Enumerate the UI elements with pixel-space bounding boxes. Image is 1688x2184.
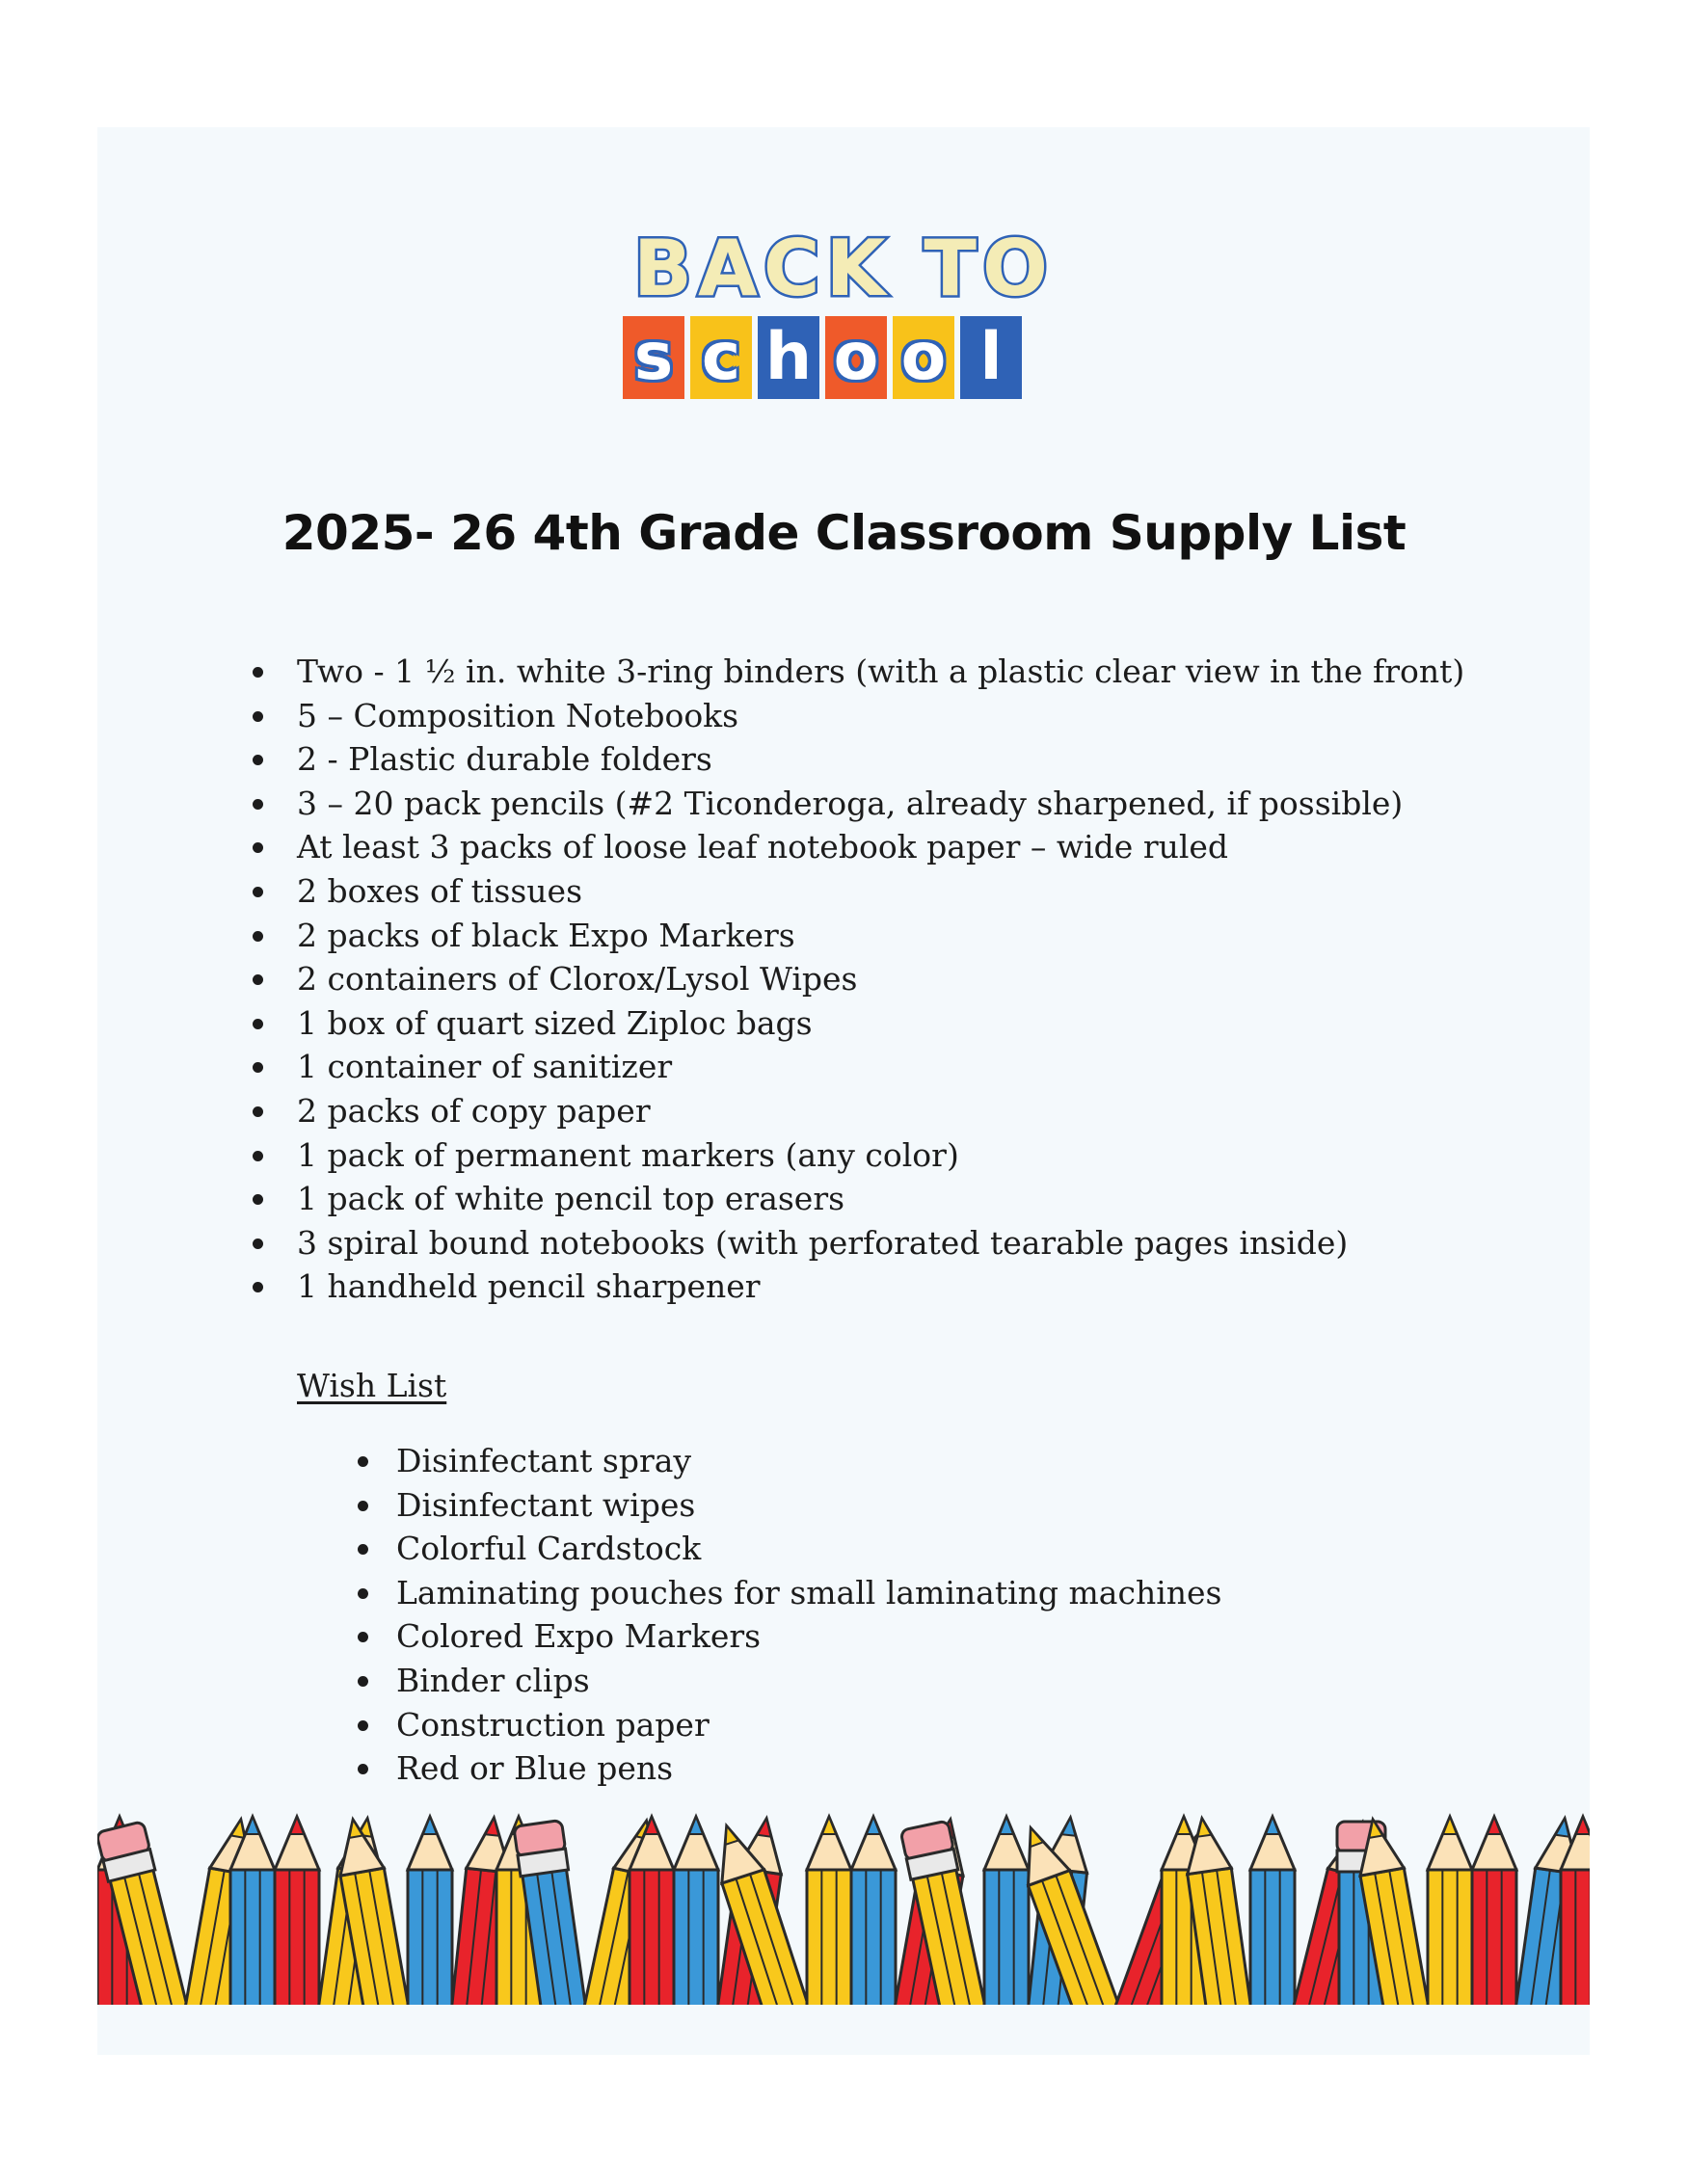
list-item-text: At least 3 packs of loose leaf notebook paper – wide ruled <box>297 828 1229 866</box>
logo-tile: o <box>893 316 954 399</box>
list-item <box>396 1614 1222 1659</box>
bullet-icon <box>358 1501 368 1511</box>
pencil-icon <box>1472 1817 1516 2005</box>
wish-list-heading: Wish List <box>297 1367 447 1404</box>
logo-tile: s <box>623 316 684 399</box>
list-item-text: Red or Blue pens <box>396 1749 674 1788</box>
list-item <box>396 1571 1222 1615</box>
list-item-text: Two - 1 ½ in. white 3-ring binders (with a plastic clear view in the front) <box>297 653 1465 690</box>
list-item-text: 2 packs of black Expo Markers <box>297 916 795 954</box>
bullet-icon <box>253 1106 263 1117</box>
pencil-icon <box>674 1817 718 2005</box>
list-item-text: 2 containers of Clorox/Lysol Wipes <box>297 960 858 999</box>
pencil-icon <box>275 1817 319 2005</box>
pencil-icon <box>408 1817 452 2005</box>
list-item-text: Disinfectant spray <box>396 1442 692 1479</box>
list-item-text: 1 box of quart sized Ziploc bags <box>297 1003 813 1042</box>
list-item <box>297 1133 1464 1178</box>
logo-line1-text: BACK TO <box>632 224 1055 313</box>
logo-line1 <box>617 220 1070 316</box>
list-item-text: 2 - Plastic durable folders <box>297 740 712 779</box>
list-item-text: 1 pack of permanent markers (any color) <box>297 1135 959 1174</box>
wish-list <box>396 1439 1222 1791</box>
logo-tile: h <box>758 316 819 399</box>
logo-tile: c <box>690 316 752 399</box>
list-item <box>396 1483 1222 1528</box>
list-item <box>297 825 1464 869</box>
bullet-icon <box>253 667 263 678</box>
logo-line2 <box>623 316 1022 405</box>
pencil-icon <box>984 1817 1029 2005</box>
pencil-icon <box>807 1817 851 2005</box>
list-item-text: Construction paper <box>396 1705 710 1744</box>
list-item-text: Colorful Cardstock <box>396 1530 702 1568</box>
list-item-text: 1 handheld pencil sharpener <box>297 1267 761 1306</box>
supply-list <box>297 650 1464 1309</box>
list-item <box>396 1746 1222 1791</box>
bullet-icon <box>358 1720 368 1731</box>
list-item <box>297 1001 1464 1046</box>
logo-tile: l <box>960 316 1022 399</box>
list-item <box>396 1659 1222 1703</box>
list-item <box>297 650 1464 694</box>
list-item <box>396 1439 1222 1483</box>
pencil-icon <box>1428 1817 1472 2005</box>
list-item-text: 3 spiral bound notebooks (with perforated tearable pages inside) <box>297 1223 1349 1262</box>
pencil-icon <box>851 1817 896 2005</box>
list-item-text: 1 container of sanitizer <box>297 1048 673 1086</box>
bullet-icon <box>358 1456 368 1467</box>
bullet-icon <box>358 1588 368 1599</box>
list-item-text: 5 – Composition Notebooks <box>297 696 739 734</box>
list-item <box>297 782 1464 826</box>
list-item <box>297 914 1464 958</box>
pencil-icon <box>1250 1817 1295 2005</box>
list-item-text: Disinfectant wipes <box>396 1485 696 1524</box>
bullet-icon <box>253 1019 263 1029</box>
bullet-icon <box>253 799 263 810</box>
list-item <box>297 694 1464 738</box>
list-item-text: Laminating pouches for small laminating machines <box>396 1573 1222 1611</box>
page-title: 2025- 26 4th Grade Classroom Supply List <box>281 505 1407 561</box>
bullet-icon <box>253 1238 263 1249</box>
list-item <box>297 957 1464 1001</box>
pencil-border <box>97 1802 1590 2005</box>
back-to-school-logo <box>617 220 1070 413</box>
bullet-icon <box>253 711 263 722</box>
list-item-text: Binder clips <box>396 1661 590 1699</box>
list-item <box>297 1045 1464 1089</box>
list-item <box>297 737 1464 782</box>
list-item-text: 2 boxes of tissues <box>297 871 583 910</box>
list-item <box>396 1703 1222 1747</box>
bullet-icon <box>253 931 263 942</box>
list-item <box>297 1177 1464 1221</box>
bullet-icon <box>253 887 263 897</box>
bullet-icon <box>253 1151 263 1161</box>
logo-tile: o <box>825 316 887 399</box>
list-item <box>297 869 1464 914</box>
list-item <box>297 1265 1464 1309</box>
list-item-text: Colored Expo Markers <box>396 1617 762 1656</box>
list-item <box>297 1221 1464 1265</box>
list-item-text: 3 – 20 pack pencils (#2 Ticonderoga, already sharpened, if possible) <box>297 784 1404 822</box>
bullet-icon <box>358 1676 368 1687</box>
list-item-text: 2 packs of copy paper <box>297 1091 651 1130</box>
list-item <box>297 1089 1464 1133</box>
list-item <box>396 1527 1222 1571</box>
list-item-text: 1 pack of white pencil top erasers <box>297 1180 845 1218</box>
